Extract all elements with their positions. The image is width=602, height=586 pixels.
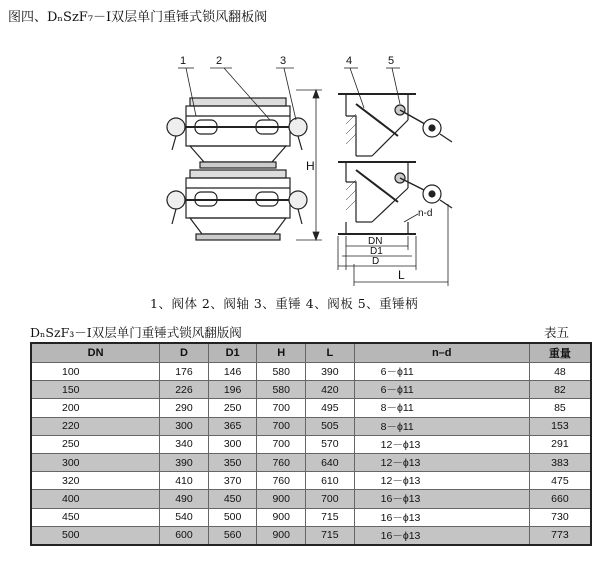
cell-d1: 450 <box>208 490 257 508</box>
table-title: DₙSzF₃－Ⅰ双层单门重锤式锁风翻版阀 <box>30 325 242 340</box>
cell-l: 505 <box>306 417 355 435</box>
cell-dn: 300 <box>31 453 160 471</box>
table-row <box>31 417 591 435</box>
table-row <box>31 526 591 545</box>
cell-h: 760 <box>257 453 306 471</box>
cell-dn: 450 <box>31 508 160 526</box>
cell-d: 410 <box>160 472 209 490</box>
cell-dn: 250 <box>31 435 160 453</box>
cell-d: 176 <box>160 363 209 381</box>
cell-weight: 773 <box>529 526 591 545</box>
cell-h: 700 <box>257 417 306 435</box>
cell-weight: 85 <box>529 399 591 417</box>
callout-1: 1 <box>180 55 187 67</box>
dim-label-nd: n-d <box>418 208 433 219</box>
cell-nd: 16－ϕ13 <box>354 490 529 508</box>
cell-nd: 6－ϕ11 <box>354 363 529 381</box>
cell-d: 300 <box>160 417 209 435</box>
col-header-nd: n–d <box>354 343 529 363</box>
cell-weight: 82 <box>529 381 591 399</box>
col-header-d1: D1 <box>208 343 257 363</box>
table-row <box>31 508 591 526</box>
dim-label-d1: D1 <box>370 246 383 257</box>
cell-d: 540 <box>160 508 209 526</box>
cell-nd: 6－ϕ11 <box>354 381 529 399</box>
cell-l: 420 <box>306 381 355 399</box>
front-view <box>167 98 307 240</box>
cell-weight: 475 <box>529 472 591 490</box>
cell-dn: 100 <box>31 363 160 381</box>
cell-l: 495 <box>306 399 355 417</box>
cell-h: 580 <box>257 381 306 399</box>
cell-h: 900 <box>257 508 306 526</box>
cell-l: 640 <box>306 453 355 471</box>
valve-drawing <box>0 24 602 294</box>
callout-leaders <box>178 68 296 120</box>
cell-d: 340 <box>160 435 209 453</box>
table-header-row <box>31 343 591 363</box>
cell-d1: 350 <box>208 453 257 471</box>
cell-h: 580 <box>257 363 306 381</box>
col-header-weight: 重量 <box>529 343 591 363</box>
cell-weight: 291 <box>529 435 591 453</box>
spec-table <box>30 342 592 546</box>
cell-d1: 250 <box>208 399 257 417</box>
cell-d1: 370 <box>208 472 257 490</box>
callout-leaders-section <box>344 68 400 108</box>
cell-nd: 12－ϕ13 <box>354 453 529 471</box>
table-row <box>31 453 591 471</box>
table-row <box>31 472 591 490</box>
section-view <box>338 94 452 234</box>
cell-nd: 8－ϕ11 <box>354 417 529 435</box>
col-header-dn: DN <box>31 343 160 363</box>
cell-h: 900 <box>257 490 306 508</box>
table-row <box>31 363 591 381</box>
cell-dn: 220 <box>31 417 160 435</box>
callout-5: 5 <box>388 55 395 67</box>
cell-dn: 500 <box>31 526 160 545</box>
callout-3: 3 <box>280 55 287 67</box>
cell-d1: 365 <box>208 417 257 435</box>
callout-2: 2 <box>216 55 223 67</box>
cell-h: 700 <box>257 435 306 453</box>
cell-d: 290 <box>160 399 209 417</box>
dim-label-l: L <box>398 268 405 282</box>
cell-dn: 400 <box>31 490 160 508</box>
cell-d1: 300 <box>208 435 257 453</box>
cell-dn: 320 <box>31 472 160 490</box>
cell-h: 900 <box>257 526 306 545</box>
cell-d1: 500 <box>208 508 257 526</box>
cell-l: 390 <box>306 363 355 381</box>
cell-d: 490 <box>160 490 209 508</box>
cell-nd: 16－ϕ13 <box>354 508 529 526</box>
cell-h: 700 <box>257 399 306 417</box>
part-legend-caption: 1、阀体 2、阀轴 3、重锤 4、阀板 5、重锤柄 <box>150 296 419 311</box>
cell-d1: 146 <box>208 363 257 381</box>
cell-l: 700 <box>306 490 355 508</box>
cell-d1: 196 <box>208 381 257 399</box>
cell-l: 610 <box>306 472 355 490</box>
callout-4: 4 <box>346 55 353 67</box>
cell-l: 715 <box>306 508 355 526</box>
table-number: 表五 <box>544 325 570 340</box>
col-header-d: D <box>160 343 209 363</box>
cell-weight: 383 <box>529 453 591 471</box>
cell-weight: 48 <box>529 363 591 381</box>
dim-label-h: H <box>306 159 315 173</box>
dim-label-d: D <box>372 256 380 267</box>
cell-d: 390 <box>160 453 209 471</box>
cell-d: 600 <box>160 526 209 545</box>
table-row <box>31 381 591 399</box>
table-row <box>31 435 591 453</box>
figure-title: 图四、DₙSzF₇－Ⅰ双层单门重锤式锁风翻板阀 <box>8 10 268 25</box>
cell-nd: 12－ϕ13 <box>354 472 529 490</box>
dim-label-dn: DN <box>368 236 383 247</box>
cell-nd: 16－ϕ13 <box>354 526 529 545</box>
cell-nd: 12－ϕ13 <box>354 435 529 453</box>
table-row <box>31 399 591 417</box>
cell-nd: 8－ϕ11 <box>354 399 529 417</box>
cell-h: 760 <box>257 472 306 490</box>
table-row <box>31 490 591 508</box>
cell-weight: 660 <box>529 490 591 508</box>
cell-dn: 150 <box>31 381 160 399</box>
cell-d1: 560 <box>208 526 257 545</box>
cell-dn: 200 <box>31 399 160 417</box>
col-header-l: L <box>306 343 355 363</box>
cell-d: 226 <box>160 381 209 399</box>
cell-weight: 730 <box>529 508 591 526</box>
cell-l: 715 <box>306 526 355 545</box>
cell-weight: 153 <box>529 417 591 435</box>
cell-l: 570 <box>306 435 355 453</box>
col-header-h: H <box>257 343 306 363</box>
